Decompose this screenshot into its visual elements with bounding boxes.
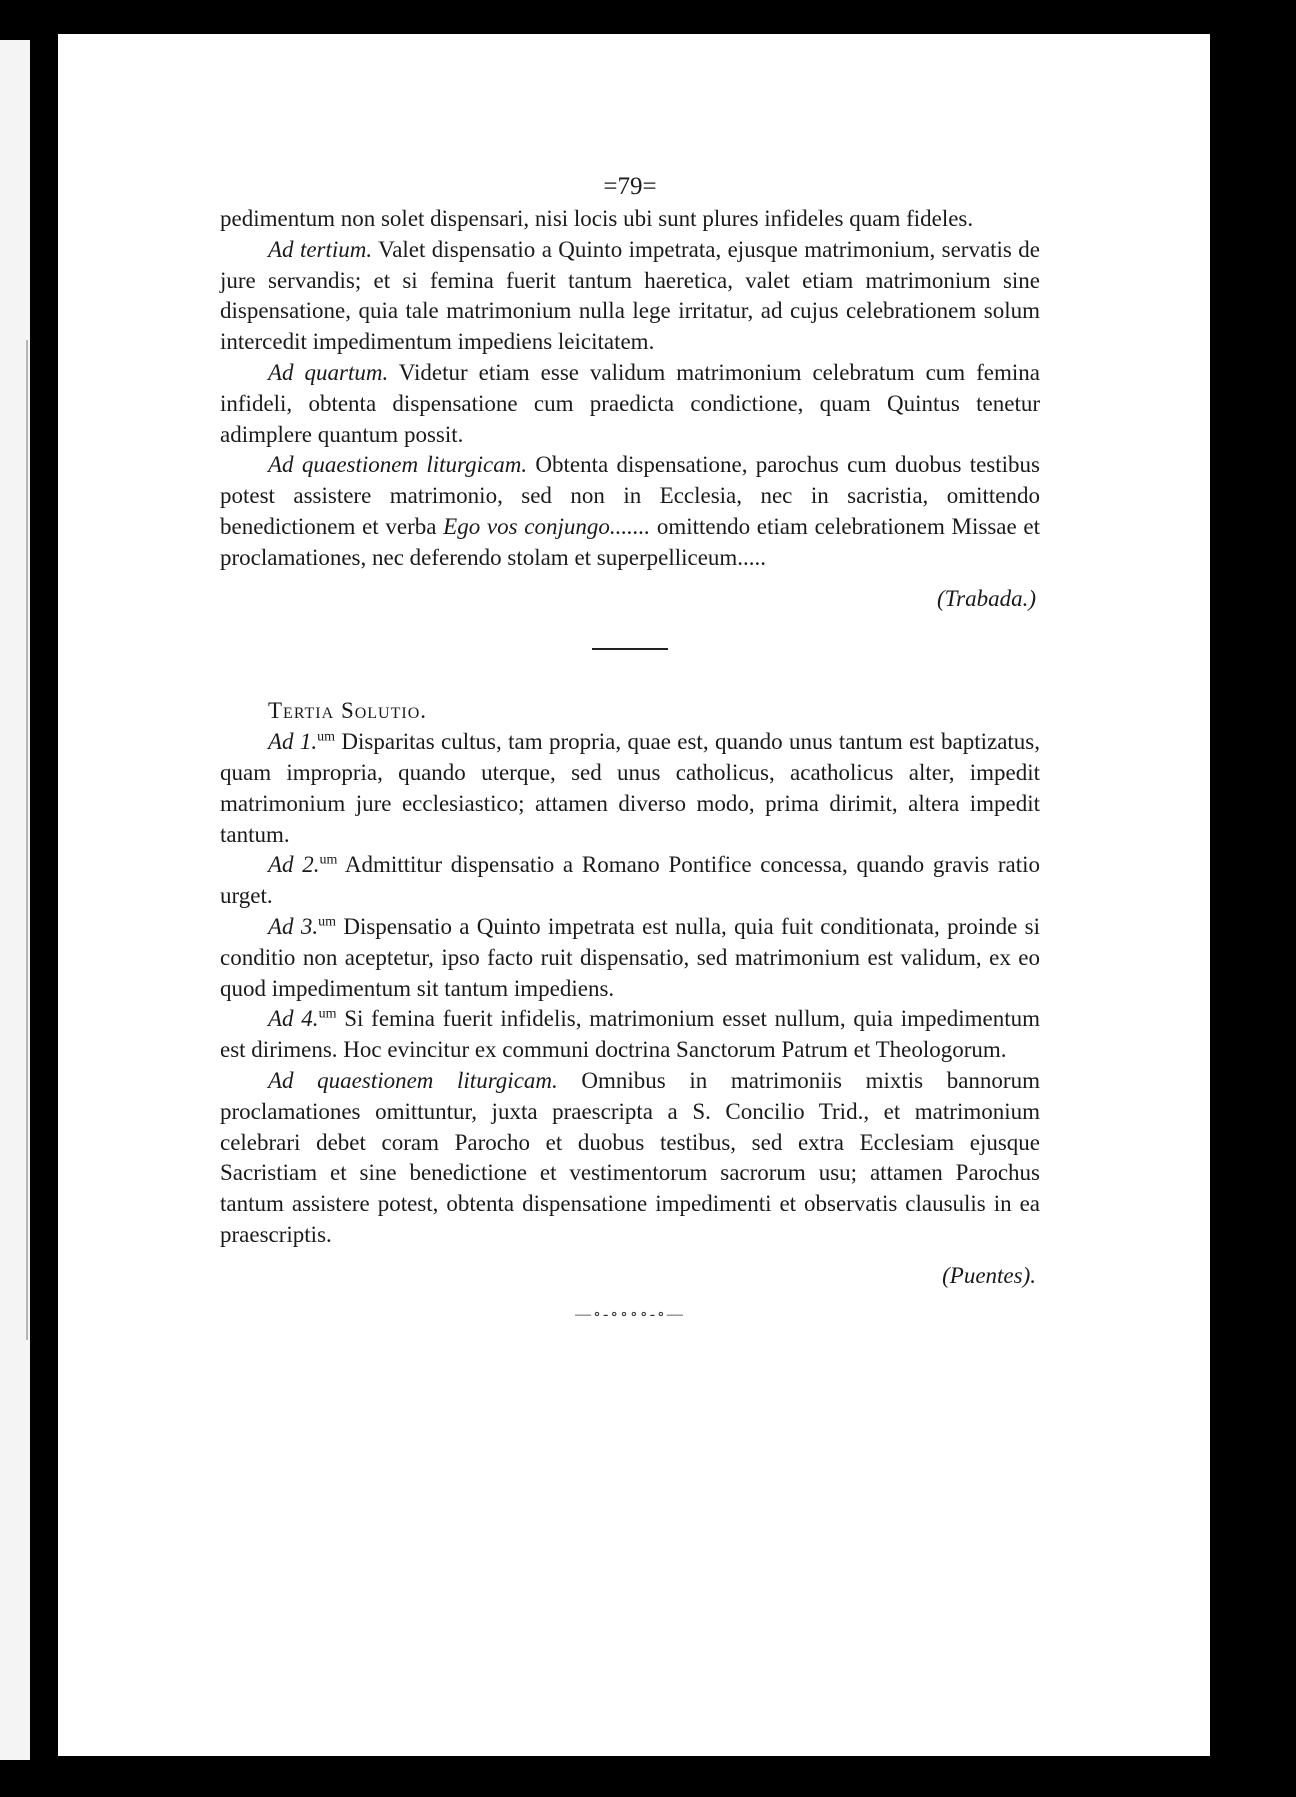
ornament-divider: —∘-∘∘∘∘-∘— xyxy=(575,1305,685,1323)
paragraph-text: Obtenta dispensatione, parochus cum duobus testibus potest assistere matrimonio, sed non in Ecclesia, nec in sacristia, omittendo benedictionem et verba xyxy=(220,452,1040,539)
paragraph-text: Videtur etiam esse validum matrimonium celebratum cum femina infideli, obtenta dispensatione cum praedicta condictione, quam Quintus tenetur adimplere quantum possit. xyxy=(220,359,1040,447)
paragraph-lead: Ad 1. xyxy=(268,729,318,755)
paragraph-lead: Ad quaestionem liturgicam. xyxy=(268,1067,558,1093)
superscript: um xyxy=(319,852,338,868)
paragraph-text: Disparitas cultus, tam propria, quae est, quando unus tantum est baptizatus, quam impropria, quando uterque, sed unus catholicus, acatholicus alter, impedit matrimonium jure ecclesiastico; attamen diverso modo, prima dirimit, altera impedit tantum. xyxy=(220,729,1040,847)
paragraph-lead: Ad tertium. xyxy=(268,236,373,262)
paragraph-lead: Ad 2. xyxy=(268,852,320,878)
paragraph-text: Si femina fuerit infidelis, matrimonium esset nullum, quia impedimentum est dirimens. Hoc evincitur ex communi doctrina Sanctorum Patrum et Theologorum. xyxy=(220,1006,1040,1063)
section-divider xyxy=(592,648,668,650)
paragraph-lead: Ad 4. xyxy=(268,1006,319,1032)
superscript: um xyxy=(318,1006,337,1022)
page-number: =79= xyxy=(603,173,657,200)
paragraph-ad-quartum xyxy=(220,358,1040,450)
paragraph-ad-quaestionem-liturgicam xyxy=(220,450,1040,573)
paragraph-lead: Ad 3. xyxy=(268,913,319,939)
paragraph-text: pedimentum non solet dispensari, nisi locis ubi sunt plures infideles quam fideles. xyxy=(220,206,974,231)
signature-trabada: (Trabada.) xyxy=(936,585,1036,611)
superscript: um xyxy=(317,729,336,745)
italic-phrase: Ego vos conjungo....... xyxy=(443,513,651,539)
paragraph-text: omittendo etiam celebrationem Missae et proclamationes, nec deferendo stolam et superpelliceum..... xyxy=(220,513,1040,570)
page xyxy=(58,34,1210,1756)
paragraph-lead: Ad quaestionem liturgicam. xyxy=(268,452,528,478)
paragraph-ad-1 xyxy=(220,727,1040,850)
paragraph-ad-tertium xyxy=(220,235,1040,358)
paragraph-continuation xyxy=(220,204,1040,235)
section-heading: Tertia Solutio. xyxy=(268,698,428,724)
paragraph-ad-2 xyxy=(220,850,1040,912)
paragraph-text: Admittitur dispensatio a Romano Pontifice concessa, quando gravis ratio urget. xyxy=(220,852,1040,909)
paragraph-text: Valet dispensatio a Quinto impetrata, ejusque matrimonium, servatis de jure servandis; et si femina fuerit tantum haeretica, valet etiam matrimonium sine dispensatione, quia tale matrimonium nulla lege irritatur, ad cujus celebrationem solum intercedit impedimentum impediens leicitatem. xyxy=(220,236,1040,355)
superscript: um xyxy=(318,914,337,930)
paragraph-ad-quaestionem-liturgicam-2 xyxy=(220,1066,1040,1251)
text-block xyxy=(220,170,1040,1330)
page-edge-line xyxy=(26,340,28,1340)
paragraph-lead: Ad quartum. xyxy=(268,359,389,385)
paragraph-ad-4 xyxy=(220,1004,1040,1066)
paragraph-text: Omnibus in matrimoniis mixtis bannorum proclamationes omittuntur, juxta praescripta a S. Concilio Trid., et matrimonium celebrari debet coram Parocho et duobus testibus, sed extra Ecclesiam ejusque Sacristiam et sine benedictione et vestimentorum sacrorum usu; attamen Parochus tantum assistere potest, obtenta dispensatione impedimenti et observatis clausulis in ea praescriptis. xyxy=(220,1067,1040,1247)
adjacent-page-edge xyxy=(0,40,30,1760)
signature-puentes: (Puentes). xyxy=(942,1262,1036,1288)
paragraph-text: Dispensatio a Quinto impetrata est nulla, quia fuit conditionata, proinde si conditio non aceptetur, ipso facto ruit dispensatio, sed matrimonium est validum, ex eo quod impedimentum sit tantum impediens. xyxy=(220,913,1040,1001)
paragraph-ad-3 xyxy=(220,912,1040,1004)
